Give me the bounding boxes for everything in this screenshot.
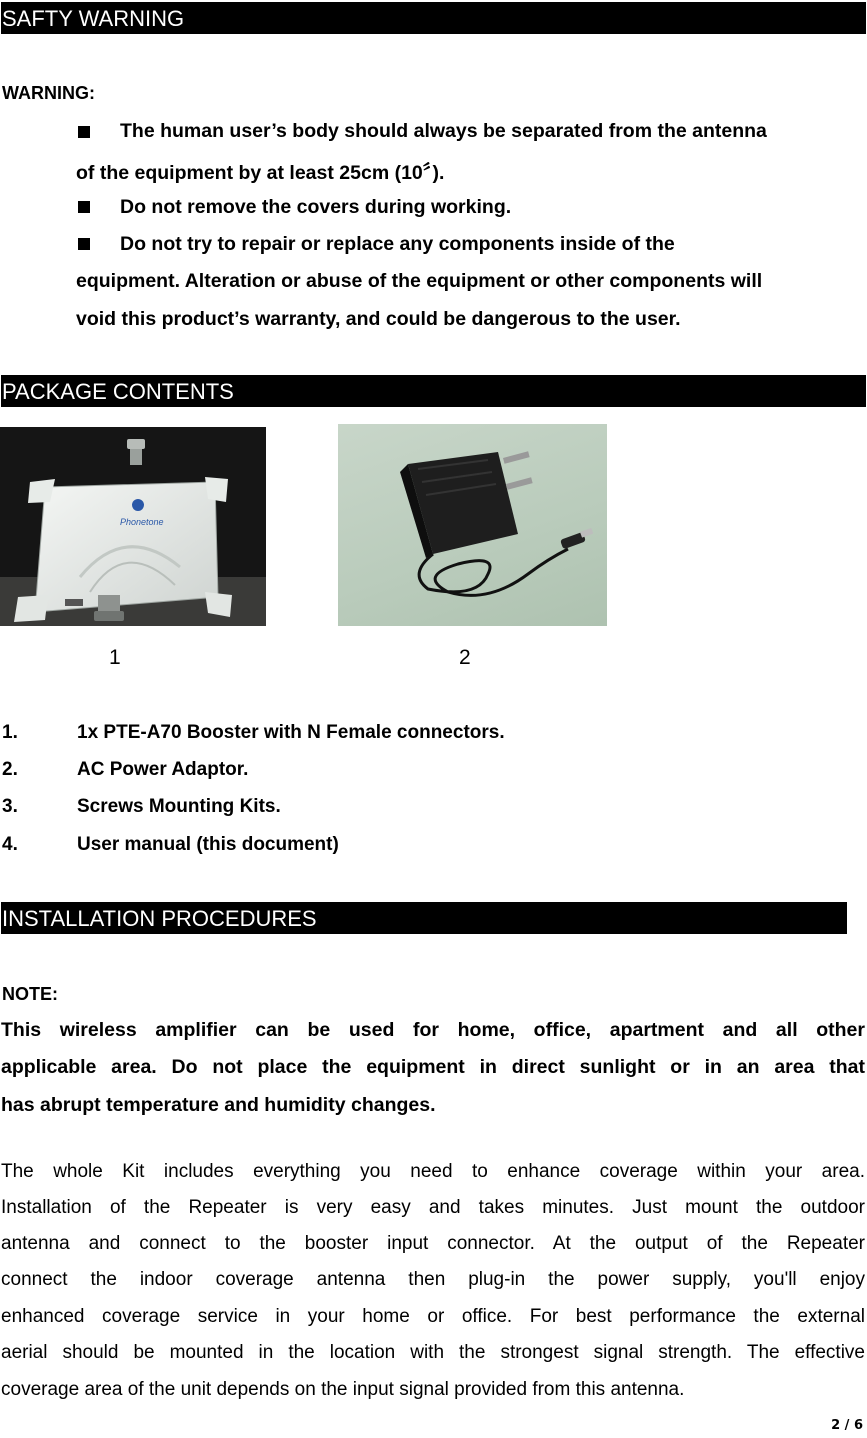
body-line: aerial should be mounted in the location with the strongest signal strength. The effective [1,1342,865,1363]
bullet-square-icon [78,238,90,250]
bullet1-line2: of the equipment by at least 25cm (10〞). [76,162,445,184]
package-item-number: 4. [2,834,18,855]
package-header [1,375,866,407]
bullet-square-icon [78,201,90,213]
adaptor-illustration [338,424,607,626]
body-line: enhanced coverage service in your home or office. For best performance the external [1,1306,865,1327]
installation-header-text: INSTALLATION PROCEDURES [2,906,317,931]
warning-label: WARNING: [2,83,95,103]
package-item-text: User manual (this document) [77,834,339,855]
body-line: antenna and connect to the booster input connector. At the output of the Repeater [1,1233,865,1254]
booster-brand-text: Phonetone [120,517,164,527]
package-header-text: PACKAGE CONTENTS [2,379,234,404]
body-line: Installation of the Repeater is very easy and takes minutes. Just mount the outdoor [1,1197,865,1218]
note-line: This wireless amplifier can be used for home, office, apartment and all other [1,1019,865,1041]
booster-photo [0,427,266,626]
body-line: connect the indoor coverage antenna then plug-in the power supply, you'll enjoy [1,1269,865,1290]
safety-header [1,2,866,34]
installation-header [1,902,847,934]
note-line: applicable area. Do not place the equipment in direct sunlight or in an area that [1,1056,865,1078]
note-label: NOTE: [2,984,58,1004]
package-item-number: 2. [2,759,18,780]
photo1-caption: 1 [109,646,121,669]
body-line: The whole Kit includes everything you need to enhance coverage within your area. [1,1161,865,1182]
bullet3-line2: equipment. Alteration or abuse of the equipment or other components will [76,270,763,292]
package-item-number: 3. [2,796,18,817]
booster-illustration [0,427,266,626]
bullet2: Do not remove the covers during working. [120,196,512,218]
adaptor-photo [338,424,607,626]
bullet1-line1: The human user’s body should always be separated from the antenna [120,120,767,142]
package-item-text: 1x PTE-A70 Booster with N Female connectors. [77,722,505,743]
package-item-text: AC Power Adaptor. [77,759,249,780]
bullet3-line3: void this product’s warranty, and could be dangerous to the user. [76,308,681,330]
bullet-square-icon [78,126,90,138]
bullet3-line1: Do not try to repair or replace any components inside of the [120,233,675,255]
package-item-text: Screws Mounting Kits. [77,796,281,817]
safety-header-text: SAFTY WARNING [2,6,185,31]
photo2-caption: 2 [459,646,471,669]
body-line: coverage area of the unit depends on the input signal provided from this antenna. [1,1379,685,1400]
note-line: has abrupt temperature and humidity changes. [1,1094,436,1116]
package-item-number: 1. [2,722,18,743]
page-number: 2 / 6 [831,1418,863,1433]
